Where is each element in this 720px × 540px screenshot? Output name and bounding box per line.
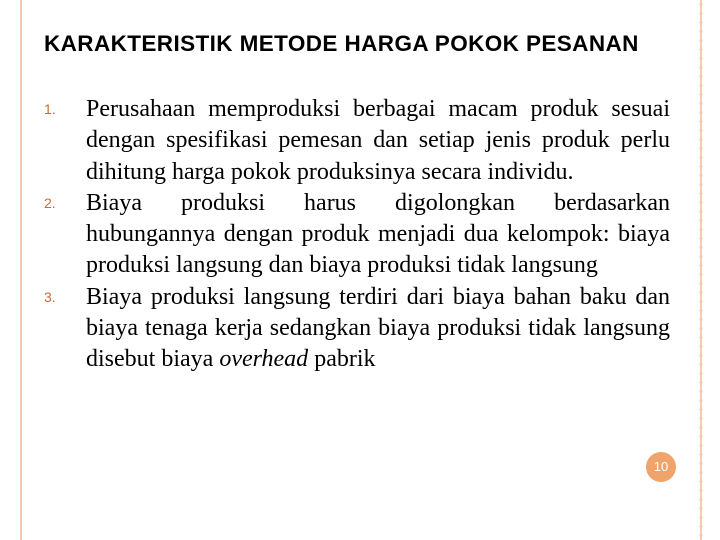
list-item-text: Biaya produksi harus digolongkan berdasarkan hubungannya dengan produk menjadi dua kelompok: biaya produksi langsung dan biaya produksi tidak langsung	[86, 189, 670, 279]
list-item-text-end: pabrik	[308, 346, 376, 373]
list-item	[44, 188, 670, 282]
page-number-badge: 10	[646, 452, 676, 482]
left-border-line	[20, 0, 22, 540]
right-border-dots	[696, 0, 706, 540]
list-item-text: Perusahaan memproduksi berbagai macam produk sesuai dengan spesifikasi pemesan dan setiap jenis produk perlu dihitung harga pokok produksinya secara individu.	[86, 96, 670, 185]
list-item	[44, 282, 670, 376]
list-item-text: Biaya produksi langsung terdiri dari biaya bahan baku dan biaya tenaga kerja sedangkan biaya produksi tidak langsung disebut biaya	[86, 283, 670, 373]
list-item	[44, 94, 670, 188]
characteristics-list	[44, 94, 670, 376]
slide-title: KARAKTERISTIK METODE HARGA POKOK PESANAN	[44, 31, 639, 56]
list-number: 1.	[44, 101, 56, 117]
list-number: 2.	[44, 194, 56, 211]
list-number: 3.	[44, 288, 56, 305]
list-item-italic-term: overhead	[219, 346, 309, 373]
